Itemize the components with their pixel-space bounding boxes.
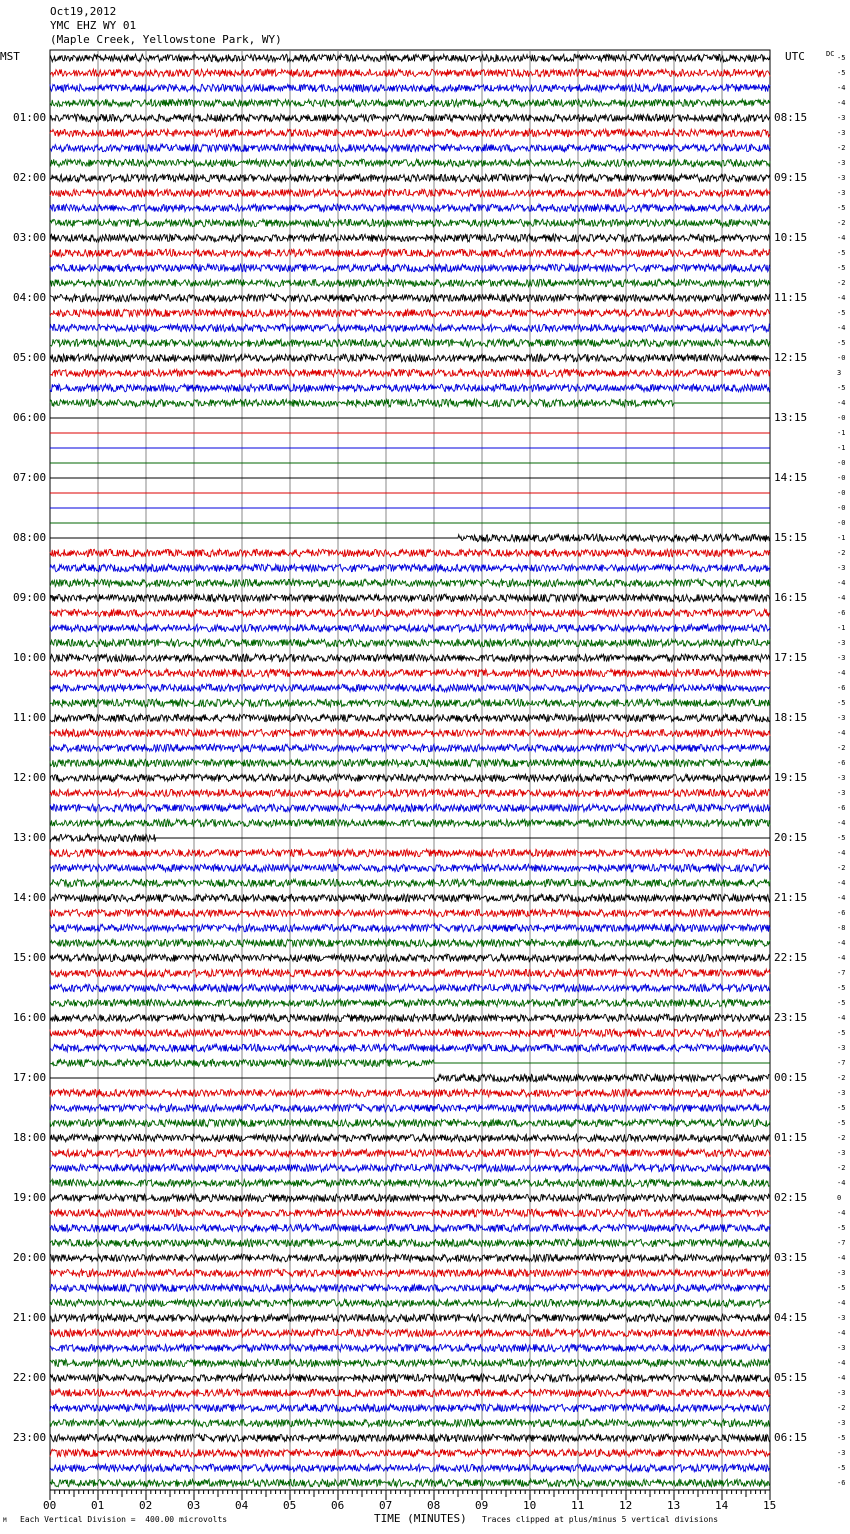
dc-offset-label: -1 [837, 624, 846, 632]
dc-offset-label: -2 [837, 1074, 846, 1082]
dc-offset-label: 3 [837, 369, 842, 377]
mst-hour-label: 04:00 [13, 291, 47, 304]
dc-offset-label: -4 [837, 579, 846, 587]
x-tick-label: 12 [619, 1499, 633, 1512]
dc-offset-label: -4 [837, 294, 846, 302]
utc-hour-label: 02:15 [774, 1191, 808, 1204]
mst-hour-label: 08:00 [13, 531, 47, 544]
utc-hour-label: 17:15 [774, 651, 808, 664]
dc-offset-label: -4 [837, 84, 846, 92]
dc-offset-label: -2 [837, 744, 846, 752]
dc-offset-label: -3 [837, 114, 846, 122]
dc-offset-label: -5 [837, 984, 846, 992]
dc-offset-label: -5 [837, 204, 846, 212]
right-timezone-label: UTC [785, 50, 805, 63]
dc-offset-label: -4 [837, 324, 846, 332]
dc-offset-label: -7 [837, 1239, 846, 1247]
mst-hour-label: 03:00 [13, 231, 47, 244]
dc-offset-label: -0 [837, 504, 846, 512]
utc-hour-label: 13:15 [774, 411, 808, 424]
dc-offset-label: -3 [837, 564, 846, 572]
x-tick-label: 05 [283, 1499, 297, 1512]
dc-offset-label: -4 [837, 1329, 846, 1337]
dc-offset-label: -3 [837, 1389, 846, 1397]
dc-offset-label: -3 [837, 1044, 846, 1052]
utc-hour-label: 03:15 [774, 1251, 808, 1264]
dc-offset-label: -4 [837, 1014, 846, 1022]
mst-hour-label: 19:00 [13, 1191, 47, 1204]
dc-offset-label: -1 [837, 534, 846, 542]
utc-hour-label: 19:15 [774, 771, 808, 784]
utc-hour-label: 01:15 [774, 1131, 808, 1144]
dc-offset-label: -3 [837, 1269, 846, 1277]
x-tick-label: 04 [235, 1499, 249, 1512]
dc-offset-label: -5 [837, 384, 846, 392]
dc-offset-label: -3 [837, 639, 846, 647]
dc-offset-label: -4 [837, 1299, 846, 1307]
mst-hour-label: 01:00 [13, 111, 47, 124]
dc-offset-label: -4 [837, 594, 846, 602]
mst-hour-label: 17:00 [13, 1071, 47, 1084]
utc-hour-label: 04:15 [774, 1311, 808, 1324]
dc-offset-label: -7 [837, 1059, 846, 1067]
dc-offset-label: -5 [837, 309, 846, 317]
dc-offset-label: -3 [837, 714, 846, 722]
dc-offset-label: -3 [837, 174, 846, 182]
dc-offset-label: -5 [837, 264, 846, 272]
x-tick-label: 01 [91, 1499, 105, 1512]
dc-offset-label: -8 [837, 924, 846, 932]
dc-offset-label: -4 [837, 234, 846, 242]
x-tick-label: 07 [379, 1499, 393, 1512]
dc-offset-label: -0 [837, 459, 846, 467]
dc-offset-label: -2 [837, 1164, 846, 1172]
dc-offset-label: -4 [837, 1179, 846, 1187]
dc-offset-label: -5 [837, 249, 846, 257]
dc-offset-label: -3 [837, 654, 846, 662]
x-axis-title: TIME (MINUTES) [374, 1512, 467, 1525]
x-tick-label: 08 [427, 1499, 441, 1512]
utc-hour-label: 15:15 [774, 531, 808, 544]
dc-offset-label: -6 [837, 804, 846, 812]
mst-hour-label: 05:00 [13, 351, 47, 364]
dc-offset-label: -4 [837, 669, 846, 677]
mst-hour-label: 20:00 [13, 1251, 47, 1264]
dc-offset-label: -6 [837, 684, 846, 692]
x-tick-label: 06 [331, 1499, 345, 1512]
mst-hour-label: 02:00 [13, 171, 47, 184]
utc-hour-label: 20:15 [774, 831, 808, 844]
x-tick-label: 02 [139, 1499, 153, 1512]
dc-offset-label: -0 [837, 489, 846, 497]
mst-hour-label: 11:00 [13, 711, 47, 724]
mst-hour-label: 10:00 [13, 651, 47, 664]
dc-offset-label: -4 [837, 954, 846, 962]
dc-offset-label: -3 [837, 129, 846, 137]
dc-offset-label: -4 [837, 1209, 846, 1217]
dc-offset-label: -5 [837, 1119, 846, 1127]
dc-offset-label: -3 [837, 1449, 846, 1457]
station-location: (Maple Creek, Yellowstone Park, WY) [50, 33, 282, 46]
utc-hour-label: 06:15 [774, 1431, 808, 1444]
dc-offset-label: -4 [837, 99, 846, 107]
mst-hour-label: 18:00 [13, 1131, 47, 1144]
dc-offset-label: -6 [837, 759, 846, 767]
utc-hour-label: 23:15 [774, 1011, 808, 1024]
dc-offset-label: -7 [837, 969, 846, 977]
dc-offset-label: -2 [837, 219, 846, 227]
mst-hour-label: 13:00 [13, 831, 47, 844]
station-code: YMC EHZ WY 01 [50, 19, 137, 32]
utc-hour-label: 10:15 [774, 231, 808, 244]
x-tick-label: 10 [523, 1499, 537, 1512]
dc-offset-label: -3 [837, 1419, 846, 1427]
mst-hour-label: 23:00 [13, 1431, 47, 1444]
dc-offset-label: -5 [837, 999, 846, 1007]
x-tick-label: 03 [187, 1499, 201, 1512]
clipping-note: Traces clipped at plus/minus 5 vertical divisions [482, 1515, 719, 1524]
x-tick-label: 11 [571, 1499, 585, 1512]
dc-offset-label: -4 [837, 849, 846, 857]
utc-hour-label: 14:15 [774, 471, 808, 484]
mst-hour-label: 21:00 [13, 1311, 47, 1324]
mst-hour-label: 14:00 [13, 891, 47, 904]
x-tick-label: 13 [667, 1499, 681, 1512]
dc-offset-label: 0 [837, 1194, 842, 1202]
dc-offset-label: -4 [837, 894, 846, 902]
dc-offset-label: -6 [837, 1479, 846, 1487]
dc-column-label: DC [826, 50, 835, 58]
dc-offset-label: -5 [837, 54, 846, 62]
dc-offset-label: -5 [837, 699, 846, 707]
vertical-scale-note: Each Vertical Division = 400.00 microvolts [20, 1515, 228, 1524]
utc-hour-label: 22:15 [774, 951, 808, 964]
dc-offset-label: -6 [837, 609, 846, 617]
dc-offset-label: -6 [837, 909, 846, 917]
mst-hour-label: 15:00 [13, 951, 47, 964]
dc-offset-label: -1 [837, 429, 846, 437]
dc-offset-label: -4 [837, 879, 846, 887]
corner-mark: M [3, 1517, 7, 1524]
dc-offset-label: -5 [837, 1464, 846, 1472]
plot-date: Oct19,2012 [50, 5, 117, 18]
dc-offset-label: -5 [837, 339, 846, 347]
dc-offset-label: -3 [837, 189, 846, 197]
utc-hour-label: 09:15 [774, 171, 808, 184]
mst-hour-label: 06:00 [13, 411, 47, 424]
utc-hour-label: 16:15 [774, 591, 808, 604]
dc-offset-label: -2 [837, 864, 846, 872]
utc-hour-label: 21:15 [774, 891, 808, 904]
mst-hour-label: 12:00 [13, 771, 47, 784]
dc-offset-label: -0 [837, 474, 846, 482]
dc-offset-label: -1 [837, 444, 846, 452]
dc-offset-label: -4 [837, 1254, 846, 1262]
dc-offset-label: -5 [837, 1029, 846, 1037]
dc-offset-label: -5 [837, 834, 846, 842]
dc-offset-label: -4 [837, 939, 846, 947]
dc-offset-label: -3 [837, 789, 846, 797]
dc-offset-label: -5 [837, 1434, 846, 1442]
dc-offset-label: -5 [837, 1104, 846, 1112]
dc-offset-label: -2 [837, 1134, 846, 1142]
x-tick-label: 15 [763, 1499, 777, 1512]
dc-offset-label: -5 [837, 1224, 846, 1232]
utc-hour-label: 18:15 [774, 711, 808, 724]
utc-hour-label: 00:15 [774, 1071, 808, 1084]
utc-hour-label: 12:15 [774, 351, 808, 364]
dc-offset-label: -3 [837, 1149, 846, 1157]
dc-offset-label: -4 [837, 399, 846, 407]
dc-offset-label: -4 [837, 819, 846, 827]
dc-offset-label: -5 [837, 69, 846, 77]
dc-offset-label: -3 [837, 774, 846, 782]
dc-offset-label: -4 [837, 1359, 846, 1367]
dc-offset-label: -4 [837, 1374, 846, 1382]
dc-offset-label: -5 [837, 1284, 846, 1292]
dc-offset-label: -2 [837, 1404, 846, 1412]
dc-offset-label: -2 [837, 549, 846, 557]
utc-hour-label: 05:15 [774, 1371, 808, 1384]
dc-offset-label: -3 [837, 1314, 846, 1322]
utc-hour-label: 08:15 [774, 111, 808, 124]
left-timezone-label: MST [0, 50, 20, 63]
dc-offset-label: -0 [837, 519, 846, 527]
mst-hour-label: 09:00 [13, 591, 47, 604]
dc-offset-label: -3 [837, 1344, 846, 1352]
dc-offset-label: -0 [837, 354, 846, 362]
dc-offset-label: -3 [837, 159, 846, 167]
x-tick-label: 09 [475, 1499, 489, 1512]
dc-offset-label: -2 [837, 144, 846, 152]
x-tick-label: 14 [715, 1499, 729, 1512]
dc-offset-label: -3 [837, 1089, 846, 1097]
dc-offset-label: -2 [837, 279, 846, 287]
mst-hour-label: 16:00 [13, 1011, 47, 1024]
utc-hour-label: 11:15 [774, 291, 808, 304]
x-tick-label: 00 [43, 1499, 57, 1512]
dc-offset-label: -4 [837, 729, 846, 737]
dc-offset-label: -0 [837, 414, 846, 422]
mst-hour-label: 22:00 [13, 1371, 47, 1384]
mst-hour-label: 07:00 [13, 471, 47, 484]
